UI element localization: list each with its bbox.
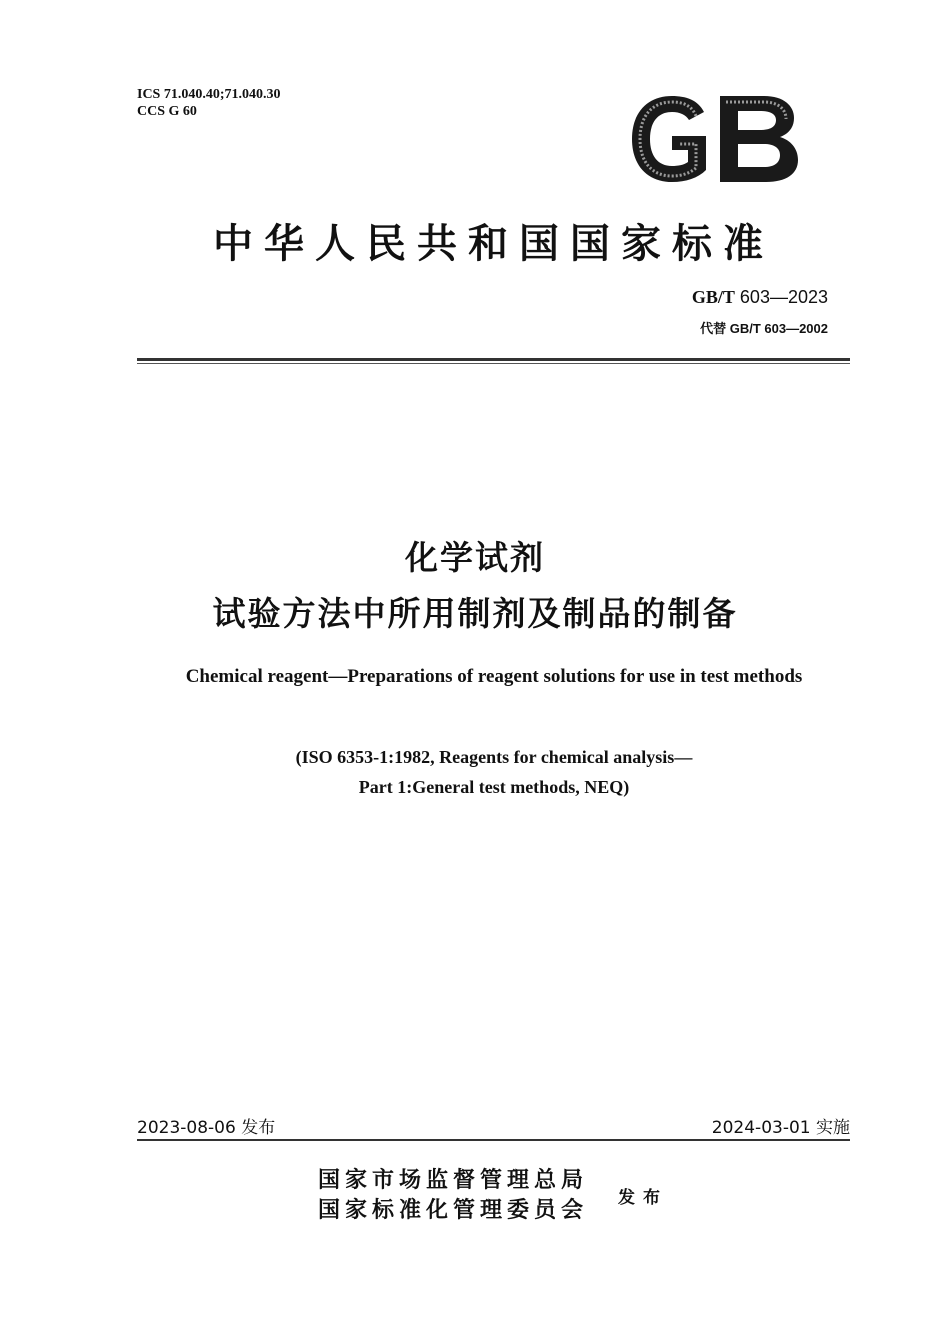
gb-logo — [626, 92, 802, 186]
standard-prefix: GB/T — [691, 287, 735, 307]
standard-code: 603—2023 — [739, 287, 828, 307]
issuer-samr: 国家市场监督管理总局 — [318, 1167, 589, 1193]
english-title: Chemical reagent—Preparations of reagent solutions for use in test methods — [185, 666, 803, 687]
header-divider — [137, 358, 850, 361]
header-divider-thin — [137, 363, 850, 364]
national-standard-title: 中华人民共和国国家标准 — [213, 220, 774, 267]
title-line-1: 化学试剂 — [405, 538, 545, 577]
title-line-2: 试验方法中所用制剂及制品的制备 — [212, 594, 738, 633]
replaces-standard: 代替 GB/T 603—2002 — [700, 321, 828, 336]
issue-date: 2023-08-06 发布 — [137, 1118, 276, 1138]
publish-label: 发布 — [618, 1188, 668, 1208]
issuer-sac: 国家标准化管理委员会 — [318, 1197, 589, 1223]
footer-divider — [137, 1139, 850, 1141]
iso-reference-line-2: Part 1:General test methods, NEQ) — [358, 777, 630, 797]
iso-reference-line-1: (ISO 6353-1:1982, Reagents for chemical analysis— — [295, 747, 693, 767]
gb-logo-graphic — [626, 92, 802, 186]
classification-codes — [137, 86, 281, 120]
implementation-date: 2024-03-01 实施 — [711, 1118, 850, 1138]
ccs-code: CCS G 60 — [137, 104, 197, 119]
standard-number — [692, 287, 828, 308]
ics-code: ICS 71.040.40;71.040.30 — [137, 87, 281, 102]
